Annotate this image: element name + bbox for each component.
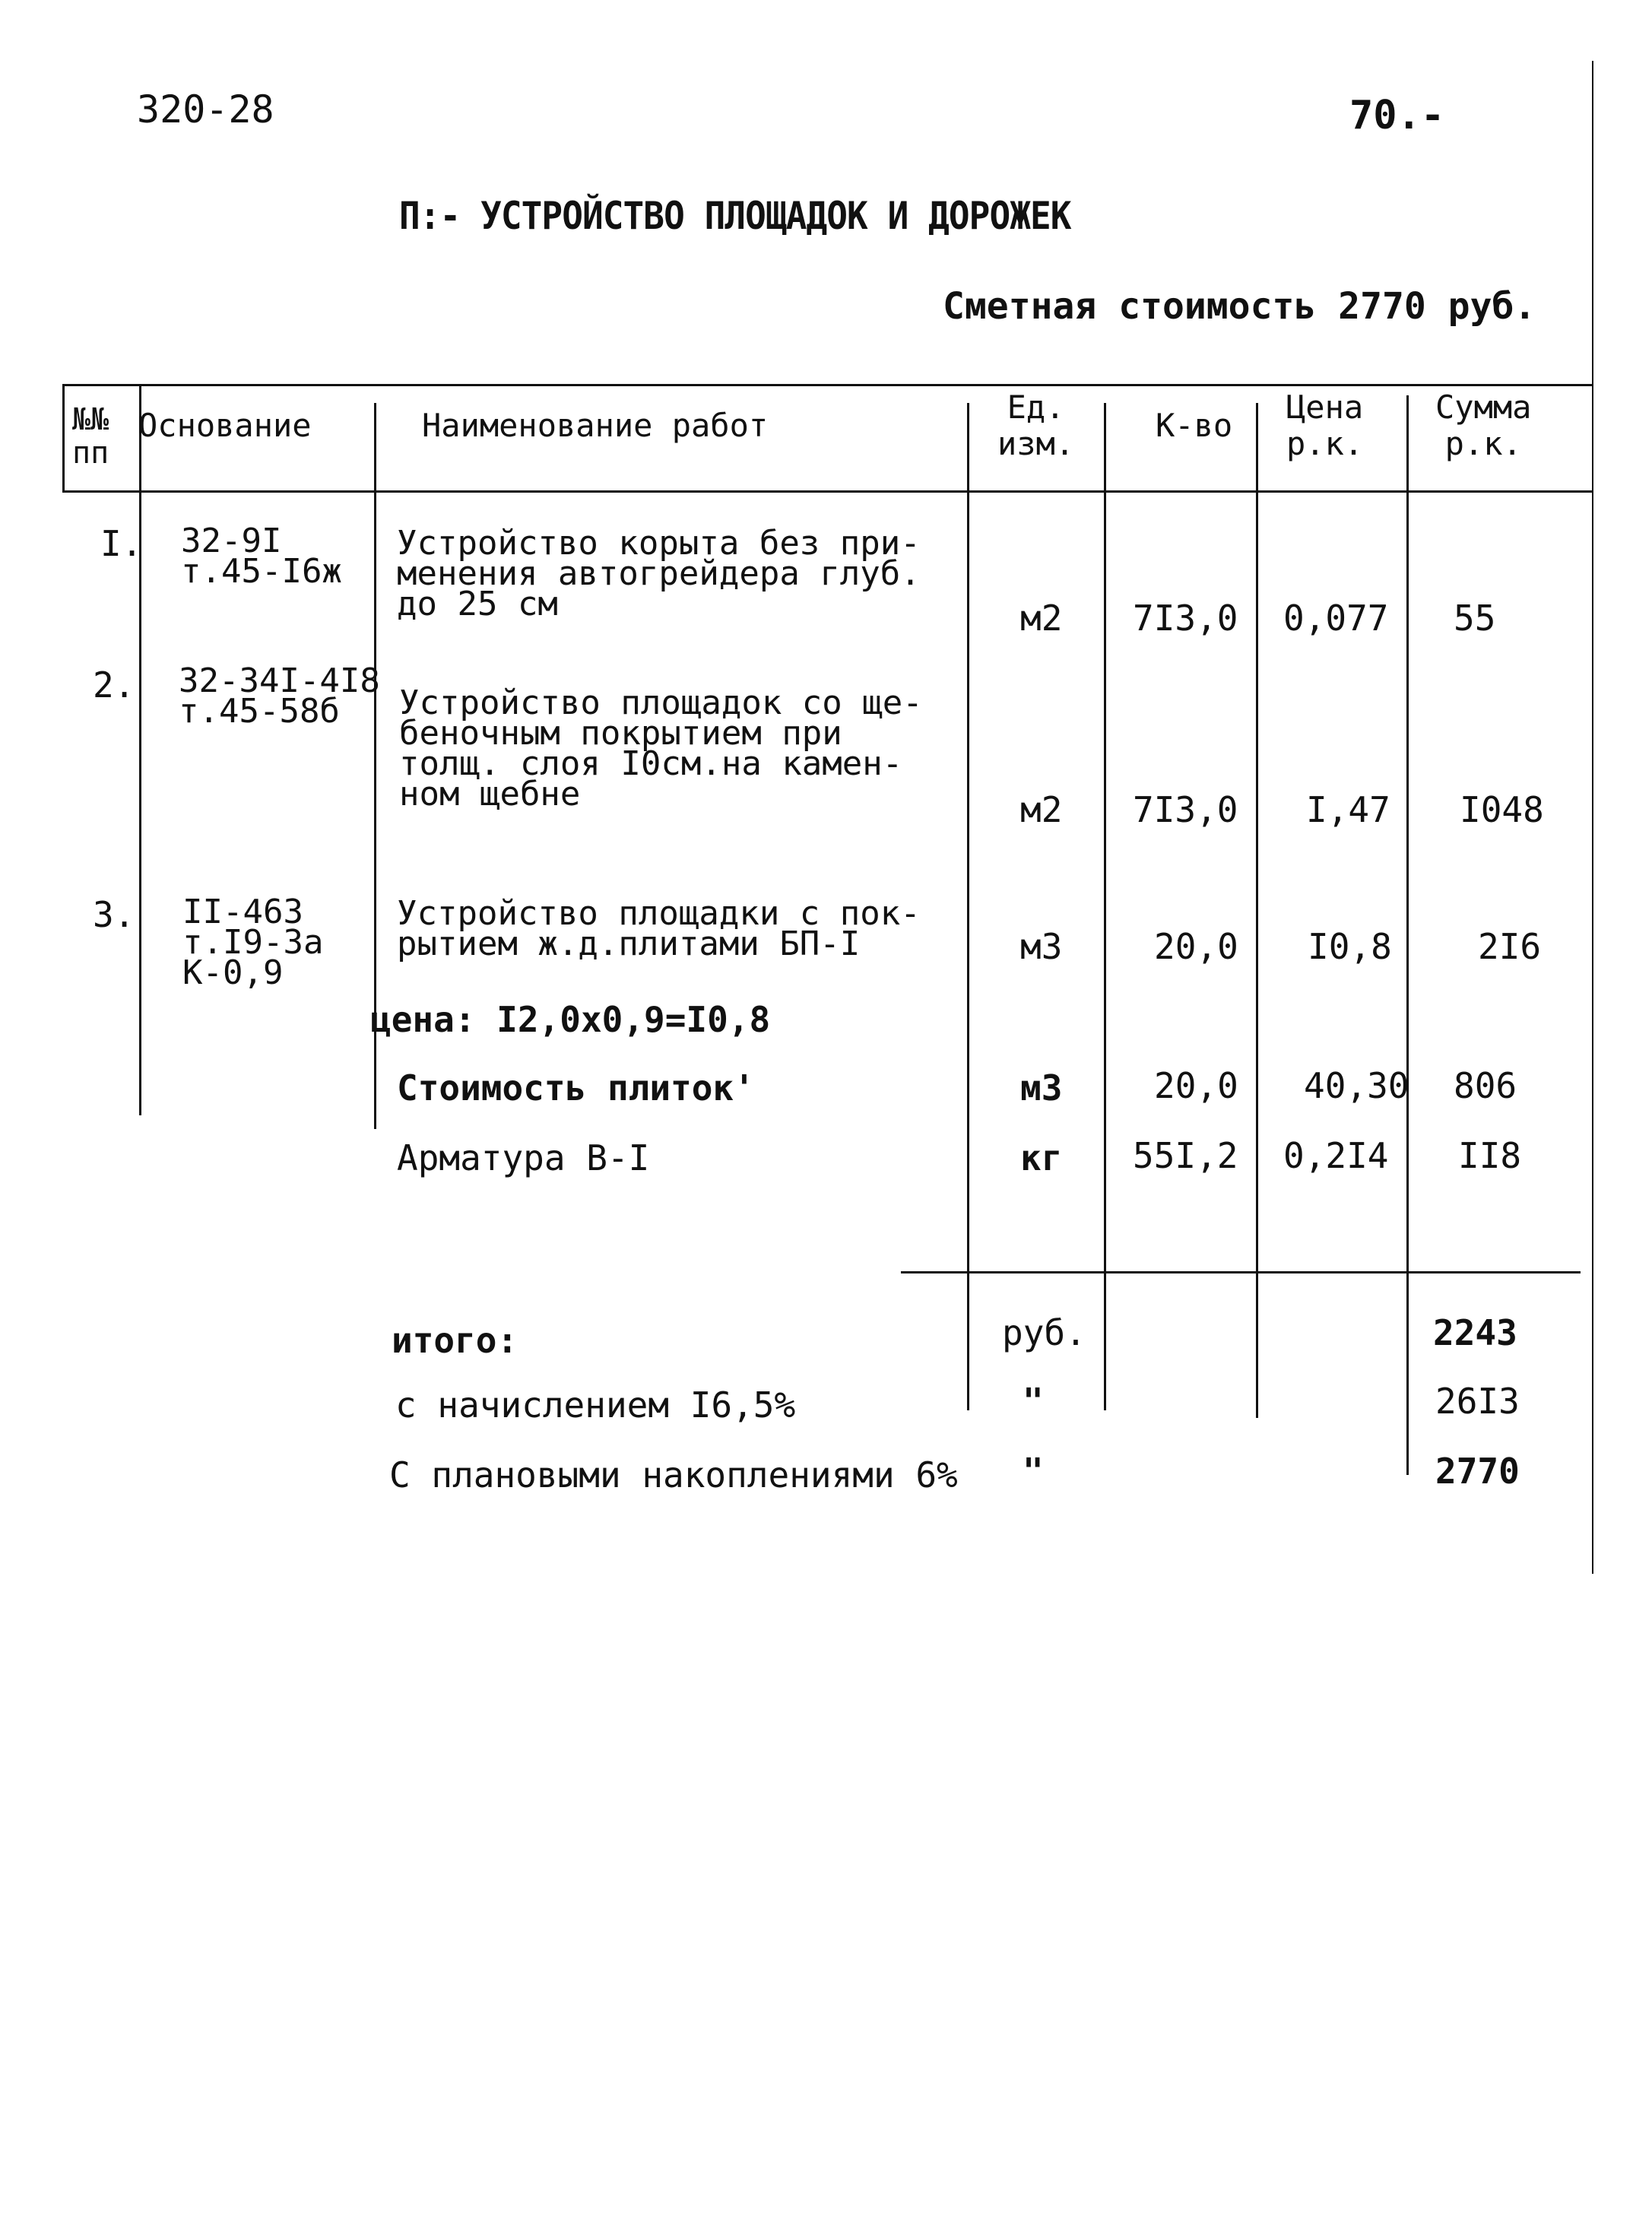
- totals-label: итого:: [392, 1320, 518, 1361]
- totals-label: с начислением I6,5%: [395, 1384, 796, 1426]
- totals-sum: 2243: [1433, 1312, 1517, 1353]
- row-sum: 55: [1454, 598, 1496, 639]
- header-unit: Ед. изм.: [997, 389, 1075, 462]
- totals-sum: 26I3: [1435, 1381, 1520, 1422]
- totals-unit: ": [1023, 1381, 1044, 1422]
- row-name: Устройство площадки с пок- рытием ж.д.плитами БП-I: [397, 894, 921, 963]
- row-sum: I048: [1460, 789, 1544, 830]
- header-basis: Основание: [138, 407, 312, 444]
- row-unit: м2: [1020, 789, 1063, 830]
- header-name: Наименование работ: [422, 407, 769, 444]
- header-num: №№ пп: [72, 402, 109, 471]
- col-divider-price: [1406, 395, 1409, 1475]
- col-divider-name: [967, 403, 969, 1410]
- row-basis: II-463 т.I9-3а К-0,9: [182, 893, 324, 992]
- totals-separator-line: [901, 1271, 1581, 1273]
- row-price: I0,8: [1308, 926, 1392, 967]
- price-note: цена: I2,0х0,9=I0,8: [370, 999, 771, 1040]
- row-name: Устройство площадок со ще- беночным покрытием при толщ. слоя I0см.на камен- ном щебне: [399, 683, 923, 814]
- row-qty: 20,0: [1154, 926, 1238, 967]
- totals-unit: руб.: [1002, 1312, 1086, 1353]
- row-name: Устройство корыта без при- менения автогрейдера глуб. до 25 см: [397, 524, 921, 623]
- right-margin-line: [1592, 61, 1593, 1574]
- row-unit: м3: [1020, 1067, 1063, 1108]
- header-sum: Сумма р.к.: [1435, 389, 1532, 462]
- row-price: 0,077: [1283, 598, 1389, 639]
- row-qty: 7I3,0: [1133, 789, 1238, 830]
- row-qty: 7I3,0: [1133, 598, 1238, 639]
- table-top-border: [62, 384, 1592, 386]
- row-qty: 20,0: [1154, 1065, 1238, 1106]
- row-qty: 55I,2: [1133, 1135, 1238, 1176]
- row-price: I,47: [1306, 789, 1390, 830]
- row-basis: 32-34I-4I8 т.45-58б: [179, 661, 380, 731]
- totals-sum: 2770: [1435, 1451, 1520, 1492]
- row-price: 0,2I4: [1283, 1135, 1389, 1176]
- col-divider-qty: [1256, 403, 1258, 1418]
- header-qty: К-во: [1156, 407, 1233, 444]
- col-divider-num: [139, 384, 141, 1115]
- row-num: I.: [100, 523, 143, 564]
- row-name: Стоимость плиток': [397, 1067, 755, 1108]
- row-sum: II8: [1458, 1135, 1522, 1176]
- row-unit: м2: [1020, 598, 1063, 639]
- row-price: 40,30: [1304, 1065, 1409, 1106]
- doc-code: 320-28: [137, 87, 274, 132]
- row-sum: 2I6: [1478, 926, 1542, 967]
- section-title: П:- УСТРОЙСТВО ПЛОЩАДОК И ДОРОЖЕК: [399, 194, 1071, 238]
- totals-label: С плановыми накоплениями 6%: [389, 1454, 958, 1495]
- page-number: 70.-: [1349, 93, 1445, 138]
- row-sum: 806: [1454, 1065, 1517, 1106]
- row-unit: кг: [1020, 1137, 1063, 1178]
- header-price: Цена р.к.: [1286, 389, 1364, 462]
- col-divider-unit: [1104, 403, 1106, 1410]
- row-basis: 32-9I т.45-I6ж: [181, 522, 342, 591]
- table-left-border: [62, 384, 65, 490]
- header-bottom-border: [62, 490, 1592, 493]
- row-num: 2.: [93, 664, 135, 706]
- row-num: 3.: [93, 894, 135, 935]
- estimate-cost: Сметная стоимость 2770 руб.: [943, 285, 1536, 328]
- row-unit: м3: [1020, 926, 1063, 967]
- totals-unit: ": [1023, 1451, 1044, 1492]
- row-name: Арматура В-I: [397, 1137, 650, 1178]
